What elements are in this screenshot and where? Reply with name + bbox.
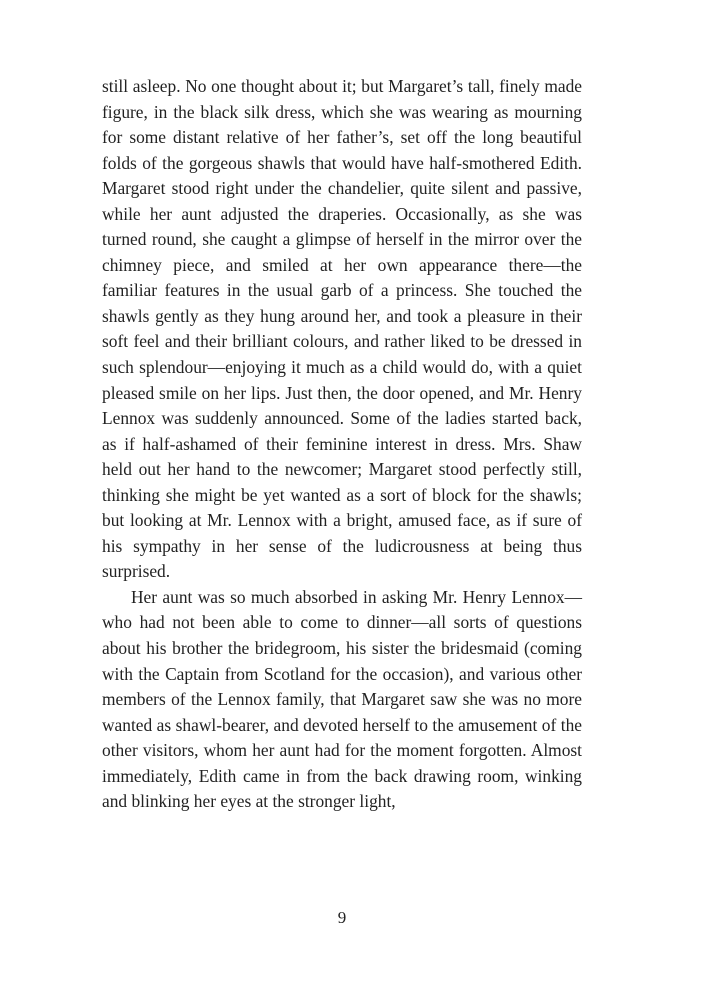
page-number: 9 [337,908,347,927]
body-text [102,74,582,815]
paragraph-2: Her aunt was so much absorbed in asking Mr. Henry Lennox—who had not been able to come to dinner—all sorts of questions about his brother the bridegroom, his sister the bridesmaid (coming with the Captain from Scotland for the occasion), and various other members of the Lennox family, that Margaret saw she was no more wanted as shawl-bearer, and devoted herself to the amusement of the other visitors, whom her aunt had for the moment forgotten. Almost immediately, Edith came in from the back drawing room, winking and blinking her eyes at the stronger light, [102,586,582,812]
paragraph-1: still asleep. No one thought about it; but Margaret’s tall, finely made figure, in the black silk dress, which she was wearing as mourning for some distant relative of her father’s, set off the long beautiful folds of the gorgeous shawls that would have half-smothered Edith. Margaret stood right under the chandelier, quite silent and passive, while her aunt adjusted the draperies. Occasionally, as she was turned round, she caught a glimpse of herself in the mirror over the chimney piece, and smiled at her own appearance there—the familiar features in the usual garb of a princess. She touched the shawls gently as they hung around her, and took a pleasure in their soft feel and their brilliant colours, and rather liked to be dressed in such splendour—enjoying it much as a child would do, with a quiet pleased smile on her lips. Just then, the door opened, and Mr. Henry Lennox was suddenly announced. Some of the ladies started back, as if half-ashamed of their feminine interest in dress. Mrs. Shaw held out her hand to the newcomer; Margaret stood perfectly still, thinking she might be yet wanted as a sort of block for the shawls; but looking at Mr. Lennox with a bright, amused face, as if sure of his sympathy in her sense of the ludicrousness at being thus surprised. [102,76,582,582]
